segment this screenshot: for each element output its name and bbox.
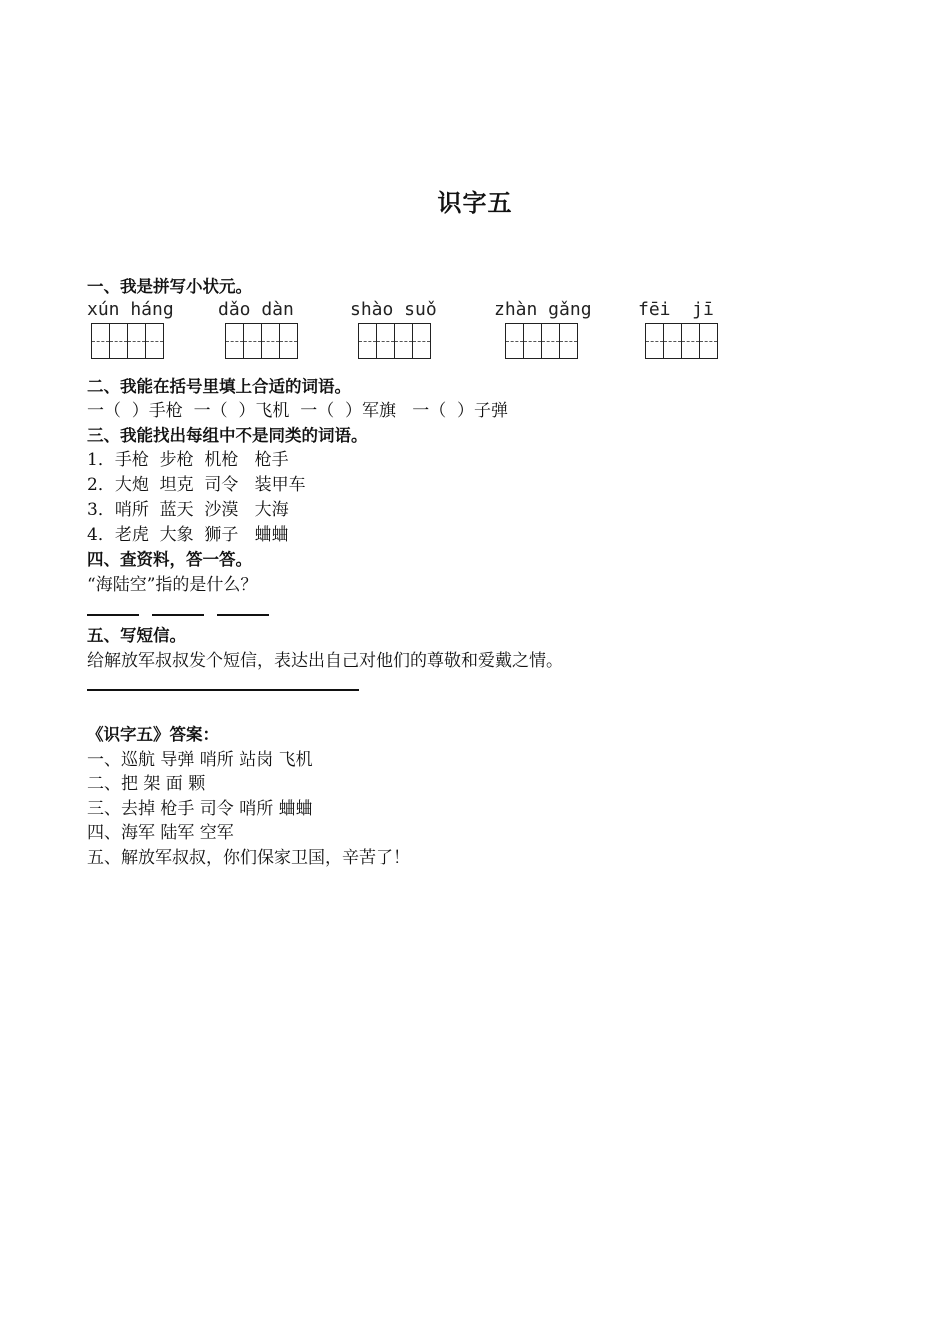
message-write-line[interactable]	[87, 689, 359, 691]
section3-item: 1．手枪 步枪 机枪 枪手	[87, 450, 289, 470]
grid-cell[interactable]	[262, 324, 280, 358]
grid-cell[interactable]	[646, 324, 664, 358]
writing-grid[interactable]	[225, 323, 298, 359]
answer-blank[interactable]	[217, 614, 269, 616]
grid-cell[interactable]	[280, 324, 297, 358]
pinyin-item	[350, 298, 437, 359]
grid-cell[interactable]	[413, 324, 430, 358]
writing-grid[interactable]	[91, 323, 164, 359]
grid-cell[interactable]	[146, 324, 163, 358]
section5-heading: 五、写短信。	[87, 626, 186, 645]
answer-blank[interactable]	[87, 614, 139, 616]
grid-cell[interactable]	[128, 324, 146, 358]
grid-cell[interactable]	[682, 324, 700, 358]
page-title: 识字五	[437, 189, 513, 217]
grid-cell[interactable]	[92, 324, 110, 358]
grid-cell[interactable]	[244, 324, 262, 358]
pinyin-text: dǎo dàn	[218, 299, 294, 320]
answer-line: 三、去掉 枪手 司令 哨所 蛐蛐	[87, 799, 313, 819]
pinyin-row	[0, 298, 950, 368]
answer-line: 二、把 架 面 颗	[87, 774, 206, 794]
pinyin-text: zhàn gǎng	[494, 299, 592, 320]
section5-prompt: 给解放军叔叔发个短信，表达出自己对他们的尊敬和爱戴之情。	[87, 651, 563, 671]
answer-blank[interactable]	[152, 614, 204, 616]
grid-cell[interactable]	[377, 324, 395, 358]
grid-cell[interactable]	[395, 324, 413, 358]
section4-heading: 四、查资料，答一答。	[87, 550, 252, 569]
section4-question: “海陆空”指的是什么？	[87, 575, 258, 595]
pinyin-item	[638, 298, 718, 359]
grid-cell[interactable]	[506, 324, 524, 358]
grid-cell[interactable]	[524, 324, 542, 358]
writing-grid[interactable]	[645, 323, 718, 359]
grid-cell[interactable]	[700, 324, 717, 358]
section3-item: 4．老虎 大象 狮子 蛐蛐	[87, 525, 289, 545]
answer-line: 四、海军 陆军 空军	[87, 823, 234, 843]
answer-line: 一、巡航 导弹 哨所 站岗 飞机	[87, 750, 313, 770]
section3-item: 3．哨所 蓝天 沙漠 大海	[87, 500, 289, 520]
pinyin-item	[87, 298, 174, 359]
pinyin-item	[494, 298, 592, 359]
section2-heading: 二、我能在括号里填上合适的词语。	[87, 377, 351, 396]
grid-cell[interactable]	[226, 324, 244, 358]
pinyin-text: shào suǒ	[350, 299, 437, 320]
answer-line: 五、解放军叔叔，你们保家卫国，辛苦了！	[87, 848, 410, 868]
grid-cell[interactable]	[560, 324, 577, 358]
section2-fill-line: 一（ ）手枪 一（ ）飞机 一（ ）军旗 一（ ）子弹	[87, 401, 509, 421]
grid-cell[interactable]	[359, 324, 377, 358]
pinyin-item	[218, 298, 298, 359]
pinyin-text: fēi jī	[638, 299, 714, 320]
grid-cell[interactable]	[542, 324, 560, 358]
writing-grid[interactable]	[505, 323, 578, 359]
answers-heading: 《识字五》答案：	[87, 725, 219, 744]
section3-heading: 三、我能找出每组中不是同类的词语。	[87, 426, 368, 445]
writing-grid[interactable]	[358, 323, 431, 359]
section1-heading: 一、我是拼写小状元。	[87, 277, 252, 296]
grid-cell[interactable]	[664, 324, 682, 358]
pinyin-text: xún háng	[87, 299, 174, 320]
section3-item: 2．大炮 坦克 司令 装甲车	[87, 475, 306, 495]
grid-cell[interactable]	[110, 324, 128, 358]
